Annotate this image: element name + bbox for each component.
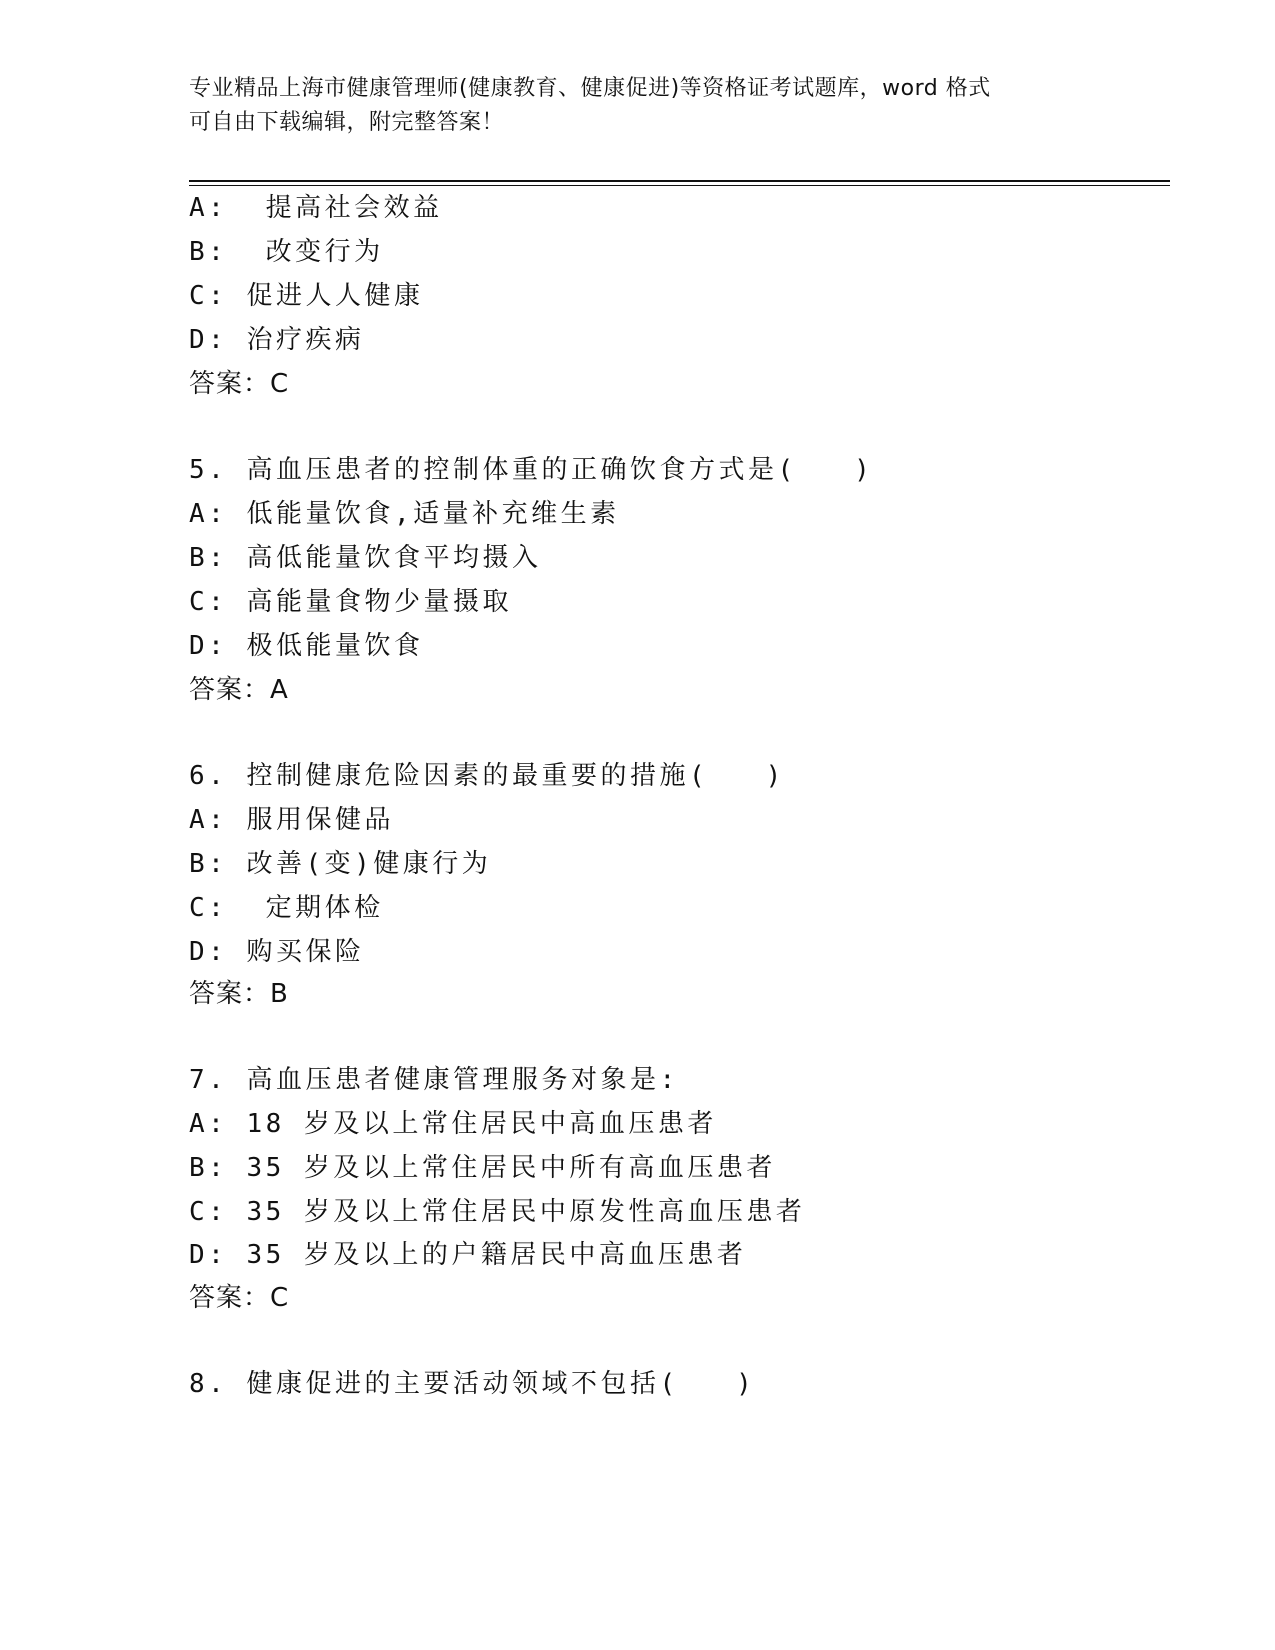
document-header [189,72,1069,140]
question-7-stem: 7. 高血压患者健康管理服务对象是: [189,1065,679,1095]
header-divider-thin [189,185,1170,186]
header-line-2: 可自由下载编辑，附完整答案！ [189,110,505,135]
header-line-1: 专业精品上海市健康管理师(健康教育、健康促进)等资格证考试题库，word 格式 [189,76,991,101]
question-5-option-c: C: 高能量食物少量摄取 [189,587,512,617]
question-5-option-b: B: 高低能量饮食平均摄入 [189,543,542,573]
header-divider-thick [189,180,1170,182]
question-6-option-d: D: 购买保险 [189,937,365,967]
question-6-option-a: A: 服用保健品 [189,805,394,835]
question-5-option-a: A: 低能量饮食,适量补充维生素 [189,499,620,529]
question-8-stem: 8. 健康促进的主要活动领域不包括( ) [189,1369,756,1399]
question-7-option-d: D: 35 岁及以上的户籍居民中高血压患者 [189,1240,747,1270]
question-4-option-b: B: 改变行为 [189,237,384,267]
question-6-answer: 答案：B [189,979,289,1009]
question-7-option-b: B: 35 岁及以上常住居民中所有高血压患者 [189,1153,776,1183]
question-7-option-c: C: 35 岁及以上常住居民中原发性高血压患者 [189,1197,806,1227]
question-5-stem: 5. 高血压患者的控制体重的正确饮食方式是( ) [189,455,874,485]
question-7-option-a: A: 18 岁及以上常住居民中高血压患者 [189,1109,717,1139]
question-5-option-d: D: 极低能量饮食 [189,631,424,661]
question-4-option-c: C: 促进人人健康 [189,281,424,311]
question-4-option-a: A: 提高社会效益 [189,193,443,223]
question-6-option-b: B: 改善(变)健康行为 [189,849,492,879]
question-6-option-c: C: 定期体检 [189,893,384,923]
question-4-answer: 答案：C [189,369,290,399]
question-6-stem: 6. 控制健康危险因素的最重要的措施( ) [189,761,785,791]
question-7-answer: 答案：C [189,1283,290,1313]
question-5-answer: 答案：A [189,675,289,705]
question-4-option-d: D: 治疗疾病 [189,325,365,355]
